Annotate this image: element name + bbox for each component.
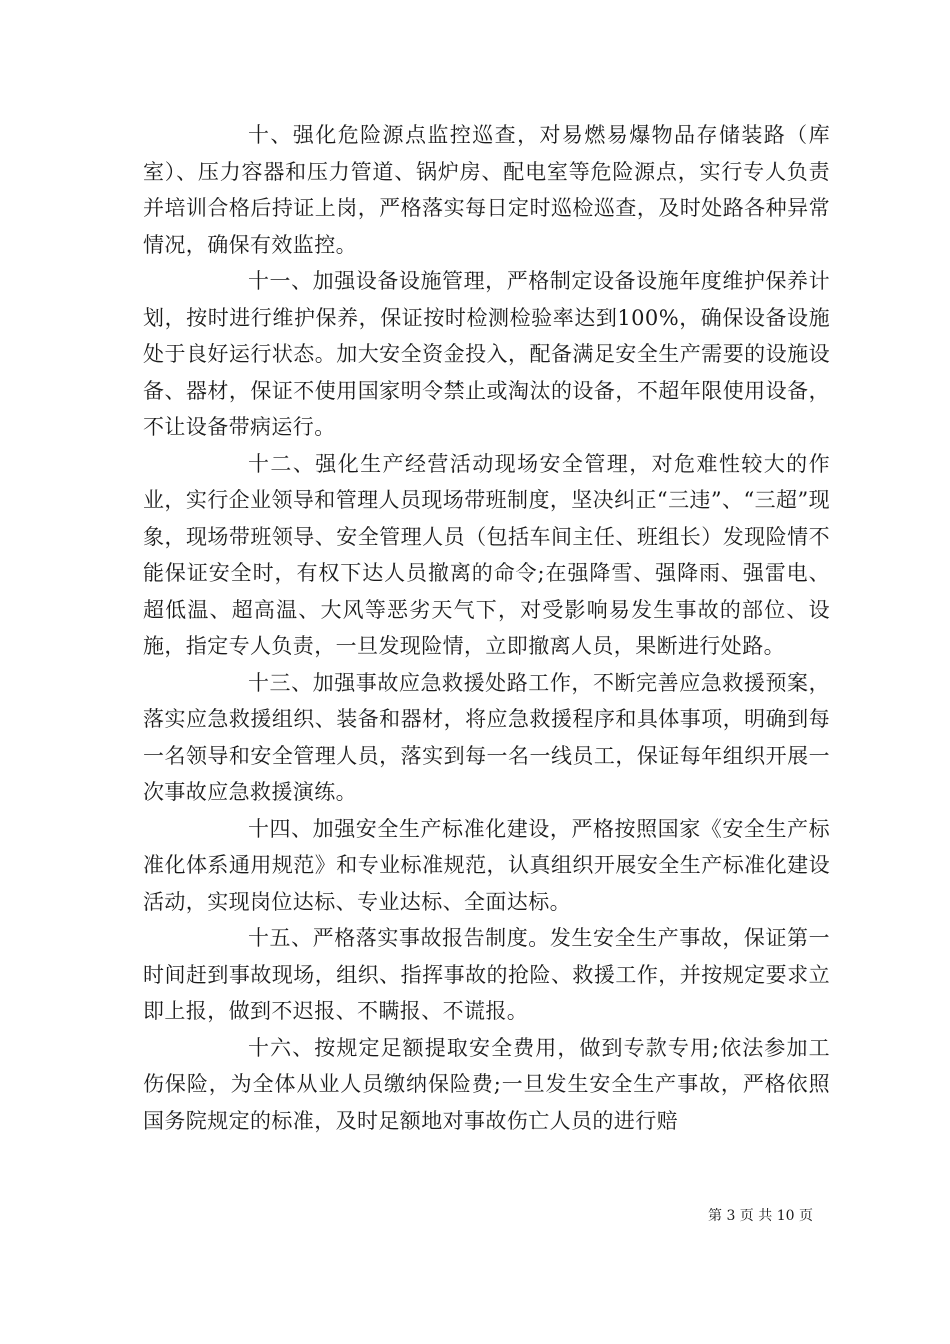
paragraph-11: 十一、加强设备设施管理，严格制定设备设施年度维护保养计划，按时进行维护保养，保证按时检测检验率达到100%，确保设备设施处于良好运行状态。加大安全资金投入，配备满足安全生产需要的设施设备、器材，保证不使用国家明令禁止或淘汰的设备，不超年限使用设备，不让设备带病运行。 bbox=[143, 269, 830, 439]
paragraph-16: 十六、按规定足额提取安全费用，做到专款专用;依法参加工伤保险，为全体从业人员缴纳保险费;一旦发生安全生产事故，严格依照国务院规定的标准，及时足额地对事故伤亡人员的进行赔 bbox=[143, 1035, 830, 1133]
document-body bbox=[143, 117, 830, 1139]
paragraph-13: 十三、加强事故应急救援处路工作，不断完善应急救援预案，落实应急救援组织、装备和器材，将应急救援程序和具体事项，明确到每一名领导和安全管理人员，落实到每一名一线员工，保证每年组织开展一次事故应急救援演练。 bbox=[143, 670, 830, 804]
page-number-footer: 第 3 页 共 10 页 bbox=[708, 1208, 813, 1224]
paragraph-10: 十、强化危险源点监控巡查，对易燃易爆物品存储装路（库室）、压力容器和压力管道、锅炉房、配电室等危险源点，实行专人负责并培训合格后持证上岗，严格落实每日定时巡检巡查，及时处路各种异常情况，确保有效监控。 bbox=[143, 123, 830, 257]
paragraph-14: 十四、加强安全生产标准化建设，严格按照国家《安全生产标准化体系通用规范》和专业标准规范，认真组织开展安全生产标准化建设活动，实现岗位达标、专业达标、全面达标。 bbox=[143, 816, 830, 914]
paragraph-12: 十二、强化生产经营活动现场安全管理，对危难性较大的作业，实行企业领导和管理人员现场带班制度，坚决纠正“三违”、“三超”现象，现场带班领导、安全管理人员（包括车间主任、班组长）发现险情不能保证安全时，有权下达人员撤离的命令;在强降雪、强降雨、强雷电、超低温、超高温、大风等恶劣天气下，对受影响易发生事故的部位、设施，指定专人负责，一旦发现险情，立即撤离人员，果断进行处路。 bbox=[143, 451, 830, 658]
paragraph-15: 十五、严格落实事故报告制度。发生安全生产事故，保证第一时间赶到事故现场，组织、指挥事故的抢险、救援工作，并按规定要求立即上报，做到不迟报、不瞒报、不谎报。 bbox=[143, 926, 830, 1023]
